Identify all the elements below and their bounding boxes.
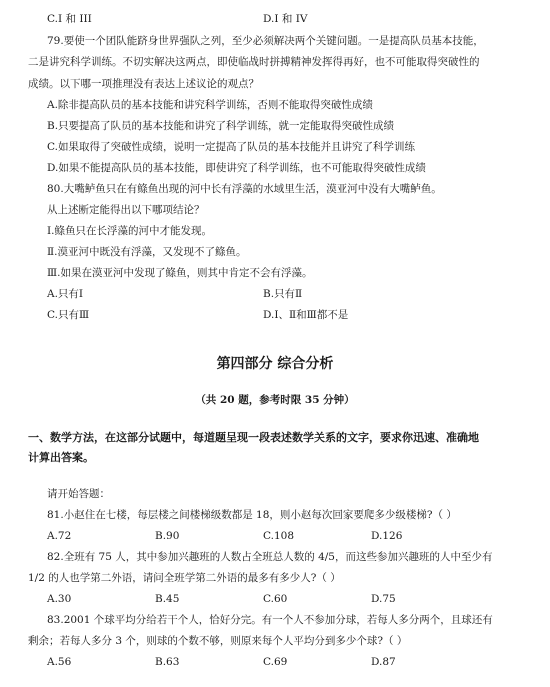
q81-option-c: C.108 xyxy=(263,530,295,542)
q80-prompt: 从上述断定能得出以下哪项结论？ xyxy=(47,204,205,216)
q82-option-b: B.45 xyxy=(155,593,180,605)
q82-stem-line-2: 1/2 的人也学第二外语，请问全班学第二外语的最多有多少人?（ ） xyxy=(28,572,341,584)
q79-option-d: D.如果不能提高队员的基本技能，即使讲究了科学训练，也不可能取得突破性成绩 xyxy=(47,162,426,174)
q83-stem-line-1: 83.2001 个球平均分给若干个人，恰好分完。有一个人不参加分球，若每人多分两个，且球还有 xyxy=(47,614,493,626)
q83-option-d: D.87 xyxy=(371,656,396,668)
q81-option-d: D.126 xyxy=(371,530,403,542)
section-subtitle: （共 20 题，参考时限 35 分钟） xyxy=(195,394,355,406)
section-title: 第四部分 综合分析 xyxy=(216,356,334,372)
q80-option-a: A.只有Ⅰ xyxy=(47,288,84,300)
q80-option-d: D.Ⅰ、Ⅱ和Ⅲ都不是 xyxy=(263,309,349,321)
section-instruction-line-2: 计算出答案。 xyxy=(28,451,94,464)
q78-option-c: C.I 和 III xyxy=(47,13,92,25)
q82-stem-line-1: 82.全班有 75 人，其中参加兴趣班的人数占全班总人数的 4/5，而这些参加兴趣班的人中至少有 xyxy=(47,551,493,563)
q83-option-a: A.56 xyxy=(47,656,72,668)
q83-option-c: C.69 xyxy=(263,656,288,668)
q82-option-c: C.60 xyxy=(263,593,288,605)
q81-option-b: B.90 xyxy=(155,530,180,542)
q80-statement-1: Ⅰ.鲦鱼只在长浮藻的河中才能发现。 xyxy=(47,225,212,237)
q81-option-a: A.72 xyxy=(47,530,72,542)
q80-statement-3: Ⅲ.如果在漠亚河中发现了鲦鱼，则其中肯定不会有浮藻。 xyxy=(47,267,313,279)
q79-stem-line-1: 79.要使一个团队能跻身世界强队之列，至少必须解决两个关键问题。一是提高队员基本技能， xyxy=(47,35,484,47)
q79-stem-line-2: 二是讲究科学训练。不切实解决这两点，即使临战时拼搏精神发挥得再好，也不可能取得突破性的 xyxy=(28,56,480,68)
q82-option-d: D.75 xyxy=(371,593,396,605)
q80-option-c: C.只有Ⅲ xyxy=(47,309,90,321)
section-instruction-line-1: 一、数学方法，在这部分试题中，每道题呈现一段表述数学关系的文字，要求你迅速、准确地 xyxy=(28,431,479,444)
q78-option-d: D.I 和 IV xyxy=(263,13,308,25)
q79-option-b: B.只要提高了队员的基本技能和讲究了科学训练，就一定能取得突破性成绩 xyxy=(47,120,395,132)
q79-option-a: A.除非提高队员的基本技能和讲究科学训练，否则不能取得突破性成绩 xyxy=(47,99,373,111)
start-prompt: 请开始答题： xyxy=(47,488,110,500)
q81-stem: 81.小赵住在七楼，每层楼之间楼梯级数都是 18，则小赵每次回家要爬多少级楼梯?（ ） xyxy=(47,509,457,521)
q80-statement-2: Ⅱ.漠亚河中既没有浮藻，又发现不了鲦鱼。 xyxy=(47,246,247,258)
q82-option-a: A.30 xyxy=(47,593,72,605)
q79-option-c: C.如果取得了突破性成绩，说明一定提高了队员的基本技能并且讲究了科学训练 xyxy=(47,141,415,153)
q80-stem: 80.大嘴鲈鱼只在有鲦鱼出现的河中长有浮藻的水域里生活，漠亚河中没有大嘴鲈鱼。 xyxy=(47,183,442,195)
q83-stem-line-2: 剩余；若每人多分 3 个，则球的个数不够，则原来每个人平均分到多少个球?（ ） xyxy=(28,635,408,647)
q83-option-b: B.63 xyxy=(155,656,180,668)
q79-stem-line-3: 成绩。以下哪一项推理没有表达上述议论的观点？ xyxy=(28,78,259,90)
q80-option-b: B.只有Ⅱ xyxy=(263,288,303,300)
